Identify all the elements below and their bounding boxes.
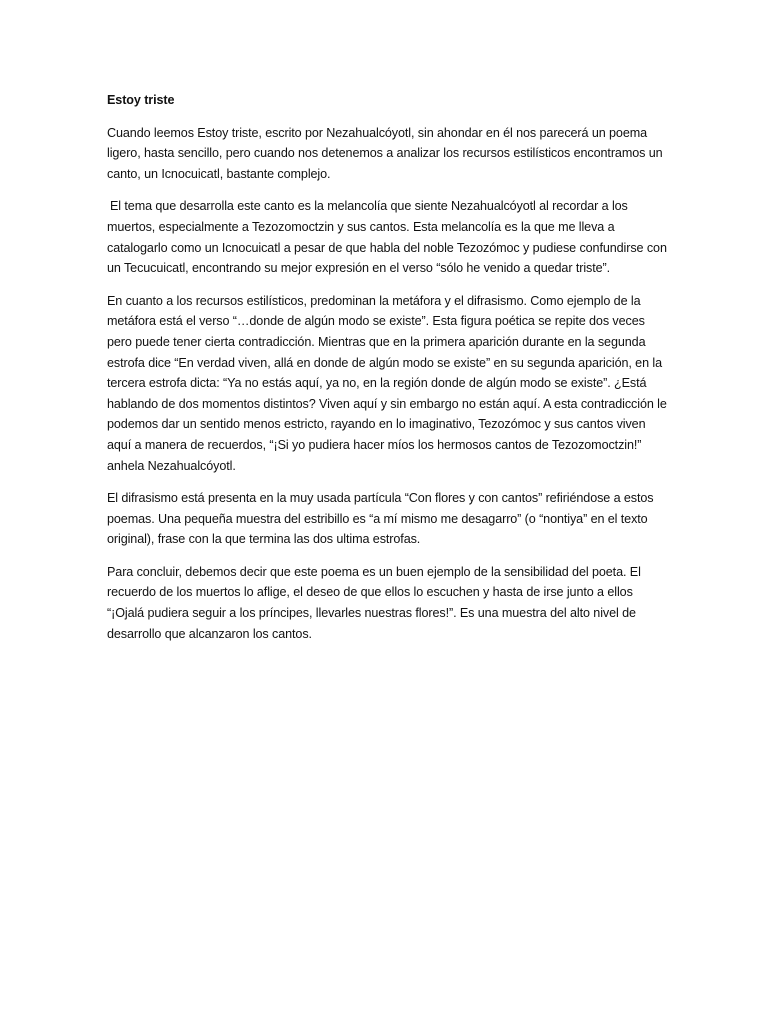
document-body <box>107 90 667 656</box>
document-title: Estoy triste <box>107 93 175 107</box>
paragraph-difrasismo: El difrasismo está presenta en la muy usada partícula “Con flores y con cantos” refiriéndose a estos poemas. Una pequeña muestra del estribillo es “a mí mismo me desagarro” (o “nontiya” en el texto original), frase con la que termina las dos ultima estrofas. <box>107 491 654 547</box>
paragraph-theme: El tema que desarrolla este canto es la melancolía que siente Nezahualcóyotl al recordar a los muertos, especialmente a Tezozomoctzin y sus cantos. Esta melancolía es la que me lleva a catalogarlo como un Icnocuicatl a pesar de que habla del noble Tezozómoc y pudiese confundirse con un Tecucuicatl, encontrando su mejor expresión en el verso “sólo he venido a quedar triste”. <box>107 199 667 276</box>
paragraph-intro: Cuando leemos Estoy triste, escrito por Nezahualcóyotl, sin ahondar en él nos parecerá un poema ligero, hasta sencillo, pero cuando nos detenemos a analizar los recursos estilísticos encontramos un canto, un Icnocuicatl, bastante complejo. <box>107 125 663 181</box>
paragraph-conclusion: Para concluir, debemos decir que este poema es un buen ejemplo de la sensibilidad del poeta. El recuerdo de los muertos lo aflige, el deseo de que ellos lo escuchen y hasta de irse junto a ellos “¡Ojalá pudiera seguir a los príncipes, llevarles nuestras flores!”. Es una muestra del alto nivel de desarrollo que alcanzaron los cantos. <box>107 564 641 641</box>
paragraph-stylistic-resources: En cuanto a los recursos estilísticos, predominan la metáfora y el difrasismo. Como ejemplo de la metáfora está el verso “…donde de algún modo se existe”. Esta figura poética se repite dos veces pero puede tener cierta contradicción. Mientras que en la primera aparición durante en la segunda estrofa dice “En verdad viven, allá en donde de algún modo se existe” en su segunda aparición, en la tercera estrofa dicta: “Ya no estás aquí, ya no, en la región donde de algún modo se existe”. ¿Está hablando de dos momentos distintos? Viven aquí y sin embargo no están aquí. A esta contradicción le podemos dar un sentido menos estricto, rayando en lo imaginativo, Tezozómoc y sus cantos viven aquí a manera de recuerdos, “¡Si yo pudiera hacer míos los hermosos cantos de Tezozomoctzin!” anhela Nezahualcóyotl. <box>107 293 667 473</box>
